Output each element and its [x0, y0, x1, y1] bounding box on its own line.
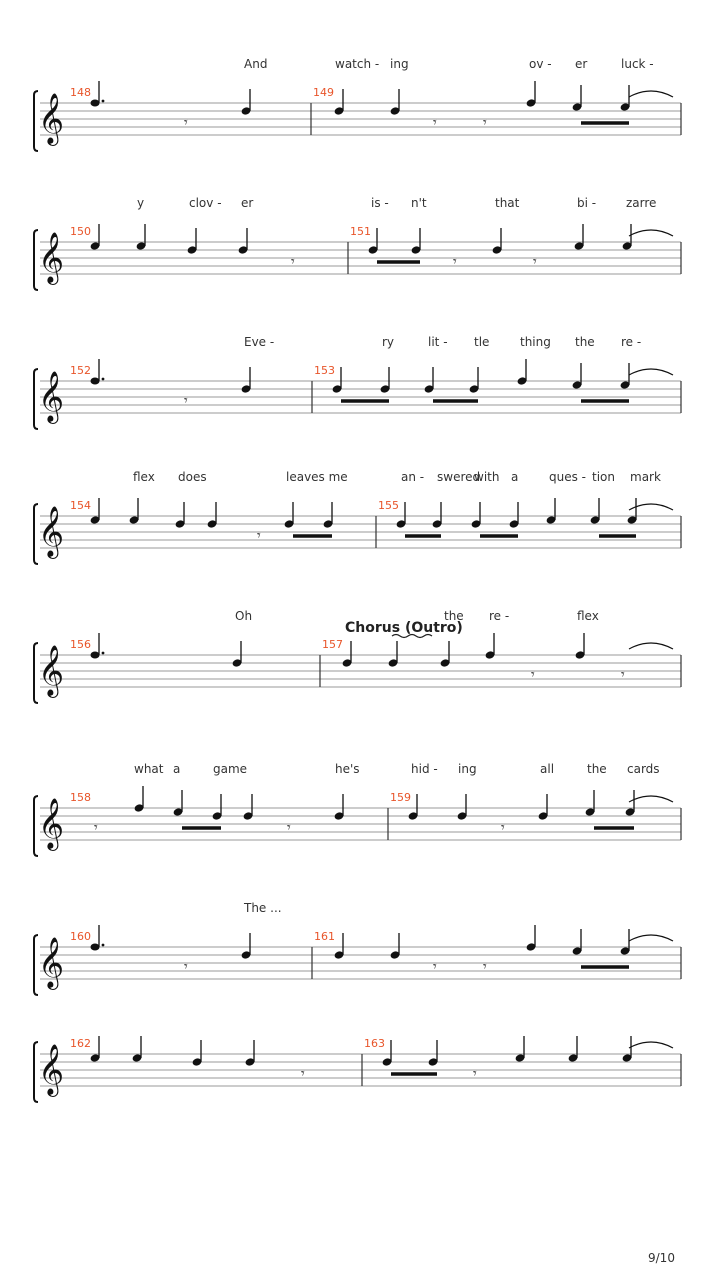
tie	[629, 935, 673, 941]
lyric-syllable: hid -	[411, 762, 438, 776]
staff-system	[34, 335, 681, 429]
measure-number: 160	[70, 930, 91, 943]
rest-icon: 𝄾	[533, 254, 537, 270]
rest-icon: 𝄾	[433, 115, 437, 131]
measure-number: 154	[70, 499, 91, 512]
tie	[629, 796, 673, 802]
measure-number: 156	[70, 638, 91, 651]
lyric-syllable: the	[587, 762, 607, 776]
dot	[102, 944, 105, 947]
lyric-syllable: a	[511, 470, 519, 484]
rest-icon: 𝄾	[531, 667, 535, 683]
rest-icon: 𝄾	[621, 667, 625, 683]
lyric-syllable: thing	[520, 335, 551, 349]
measure-number: 150	[70, 225, 91, 238]
lyric-syllable: y	[137, 196, 145, 210]
measure-number: 155	[378, 499, 399, 512]
treble-clef-icon: 𝄞	[38, 232, 65, 283]
lyric-syllable: mark	[630, 470, 661, 484]
rest-icon: 𝄾	[184, 959, 188, 975]
tie	[629, 91, 673, 97]
tie	[629, 230, 673, 236]
lyric-syllable: n't	[411, 196, 427, 210]
lyric-syllable: what	[134, 762, 164, 776]
lyric-syllable: game	[213, 762, 248, 776]
rest-icon: 𝄾	[433, 959, 437, 975]
staff-system	[34, 762, 681, 856]
dot	[102, 652, 105, 655]
note-head	[91, 944, 100, 951]
rest-icon: 𝄾	[473, 1066, 477, 1082]
lyric-syllable: with	[474, 470, 500, 484]
lyric-syllable: is -	[371, 196, 389, 210]
lyric-syllable: all	[540, 762, 555, 776]
staff-system	[34, 470, 681, 564]
lyric-syllable: ry	[382, 335, 395, 349]
note-head	[91, 652, 100, 659]
lyric-syllable: swered	[437, 470, 481, 484]
lyric-syllable: ing	[390, 57, 409, 71]
treble-clef-icon: 𝄞	[38, 937, 65, 988]
rest-icon: 𝄾	[94, 820, 98, 836]
measure-number: 157	[322, 638, 343, 651]
rest-icon: 𝄾	[257, 528, 261, 544]
section-label-underline	[392, 635, 432, 638]
rest-icon: 𝄾	[483, 959, 487, 975]
dot	[102, 100, 105, 103]
lyric-syllable: ing	[458, 762, 477, 776]
treble-clef-icon: 𝄞	[38, 93, 65, 144]
dot	[102, 378, 105, 381]
rest-icon: 𝄾	[287, 820, 291, 836]
lyric-syllable: Oh	[235, 609, 253, 623]
lyric-syllable: the	[444, 609, 464, 623]
tie	[629, 369, 673, 375]
lyric-syllable: re -	[489, 609, 510, 623]
lyric-syllable: clov -	[189, 196, 222, 210]
measure-number: 159	[390, 791, 411, 804]
lyric-syllable: bi -	[577, 196, 597, 210]
lyric-syllable: leaves me	[286, 470, 348, 484]
lyric-syllable: zarre	[626, 196, 657, 210]
staff-system	[34, 901, 681, 995]
treble-clef-icon: 𝄞	[38, 645, 65, 696]
lyric-syllable: ov -	[529, 57, 552, 71]
treble-clef-icon: 𝄞	[38, 798, 65, 849]
note-head	[91, 378, 100, 385]
measure-number: 158	[70, 791, 91, 804]
measure-number: 163	[364, 1037, 385, 1050]
measure-number: 161	[314, 930, 335, 943]
measure-number: 153	[314, 364, 335, 377]
lyric-syllable: re -	[621, 335, 642, 349]
lyric-syllable: luck -	[621, 57, 654, 71]
rest-icon: 𝄾	[301, 1066, 305, 1082]
lyric-syllable: does	[178, 470, 207, 484]
section-label: Chorus (Outro)	[345, 620, 463, 636]
rest-icon: 𝄾	[483, 115, 487, 131]
lyric-syllable: Eve -	[244, 335, 275, 349]
lyric-syllable: lit -	[428, 335, 448, 349]
rest-icon: 𝄾	[291, 254, 295, 270]
rest-icon: 𝄾	[501, 820, 505, 836]
lyric-syllable: er	[241, 196, 254, 210]
lyric-syllable: tle	[474, 335, 490, 349]
lyric-syllable: flex	[577, 609, 599, 623]
rest-icon: 𝄾	[184, 393, 188, 409]
lyric-syllable: The ...	[244, 901, 282, 915]
lyric-syllable: an -	[401, 470, 425, 484]
treble-clef-icon: 𝄞	[38, 506, 65, 557]
lyric-syllable: a	[173, 762, 181, 776]
lyric-syllable: he's	[335, 762, 360, 776]
lyric-syllable: ques -	[549, 470, 587, 484]
note-head	[91, 100, 100, 107]
page-number: 9/10	[648, 1251, 675, 1265]
staff-system	[34, 1036, 681, 1102]
rest-icon: 𝄾	[453, 254, 457, 270]
lyric-syllable: er	[575, 57, 588, 71]
staff-system	[34, 57, 681, 151]
measure-number: 162	[70, 1037, 91, 1050]
lyric-syllable: flex	[133, 470, 155, 484]
lyric-syllable: that	[495, 196, 520, 210]
measure-number: 152	[70, 364, 91, 377]
rest-icon: 𝄾	[184, 115, 188, 131]
lyric-syllable: watch -	[335, 57, 380, 71]
measure-number: 149	[313, 86, 334, 99]
tie	[629, 643, 673, 649]
measure-number: 148	[70, 86, 91, 99]
lyric-syllable: the	[575, 335, 595, 349]
measure-number: 151	[350, 225, 371, 238]
treble-clef-icon: 𝄞	[38, 371, 65, 422]
staff-system	[34, 196, 681, 290]
tie	[629, 1042, 673, 1048]
lyric-syllable: And	[244, 57, 268, 71]
lyric-syllable: tion	[592, 470, 615, 484]
lyric-syllable: cards	[627, 762, 660, 776]
treble-clef-icon: 𝄞	[38, 1044, 65, 1095]
